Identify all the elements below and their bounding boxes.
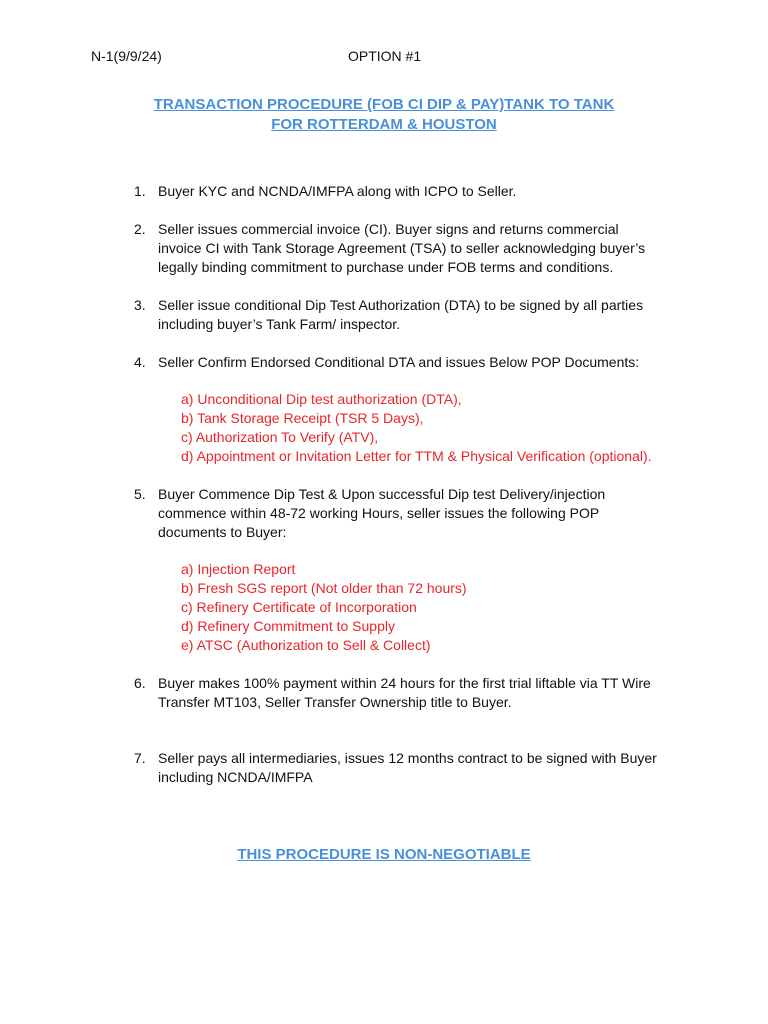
procedure-steps — [134, 182, 694, 806]
step-3 — [134, 296, 694, 334]
option-label: OPTION #1 — [348, 48, 422, 64]
step-4 — [134, 353, 694, 466]
title-line-2: FOR ROTTERDAM & HOUSTON — [271, 116, 497, 133]
title-line-1: TRANSACTION PROCEDURE (FOB CI DIP & PAY)TANK TO TANK — [153, 96, 615, 113]
step-text: Buyer makes 100% payment within 24 hours for the first trial liftable via TT Wire Transfer MT103, Seller Transfer Ownership title to Buyer. — [158, 675, 651, 710]
step-number: 5. — [134, 486, 146, 502]
non-negotiable-notice: THIS PROCEDURE IS NON-NEGOTIABLE — [237, 846, 531, 863]
step-1 — [134, 182, 694, 201]
step-text: Seller issues commercial invoice (CI). Buyer signs and returns commercial invoice CI with Tank Storage Agreement (TSA) to seller acknowledging buyer’s legally binding commitment to purchase under FOB terms and conditions. — [158, 221, 646, 275]
step-6 — [134, 674, 694, 712]
list-item: b) Fresh SGS report (Not older than 72 hours) — [181, 580, 467, 596]
pop-documents-list — [158, 560, 694, 655]
document-reference: N-1(9/9/24) — [91, 48, 162, 64]
list-item: c) Refinery Certificate of Incorporation — [181, 599, 417, 615]
pop-documents-list — [158, 390, 694, 466]
step-number: 7. — [134, 750, 146, 766]
list-item: d) Appointment or Invitation Letter for TTM & Physical Verification (optional). — [181, 448, 652, 464]
step-2 — [134, 220, 694, 277]
step-text: Buyer Commence Dip Test & Upon successful Dip test Delivery/injection commence within 48-72 working Hours, seller issues the following POP documents to Buyer: — [158, 486, 606, 540]
step-text: Buyer KYC and NCNDA/IMFPA along with ICPO to Seller. — [158, 183, 517, 199]
step-number: 1. — [134, 183, 146, 199]
step-text: Seller pays all intermediaries, issues 12 months contract to be signed with Buyer including NCNDA/IMFPA — [158, 750, 657, 785]
list-item: b) Tank Storage Receipt (TSR 5 Days), — [181, 410, 424, 426]
step-5 — [134, 485, 694, 655]
page-title — [0, 95, 768, 135]
step-number: 3. — [134, 297, 146, 313]
list-item: c) Authorization To Verify (ATV), — [181, 429, 379, 445]
step-text: Seller Confirm Endorsed Conditional DTA and issues Below POP Documents: — [158, 354, 640, 370]
step-number: 6. — [134, 675, 146, 691]
step-7 — [134, 749, 694, 787]
step-text: Seller issue conditional Dip Test Authorization (DTA) to be signed by all parties including buyer’s Tank Farm/ inspector. — [158, 297, 644, 332]
list-item: a) Injection Report — [181, 561, 296, 577]
list-item: a) Unconditional Dip test authorization (DTA), — [181, 391, 462, 407]
step-number: 2. — [134, 221, 146, 237]
step-number: 4. — [134, 354, 146, 370]
list-item: e) ATSC (Authorization to Sell & Collect) — [181, 637, 431, 653]
list-item: d) Refinery Commitment to Supply — [181, 618, 395, 634]
